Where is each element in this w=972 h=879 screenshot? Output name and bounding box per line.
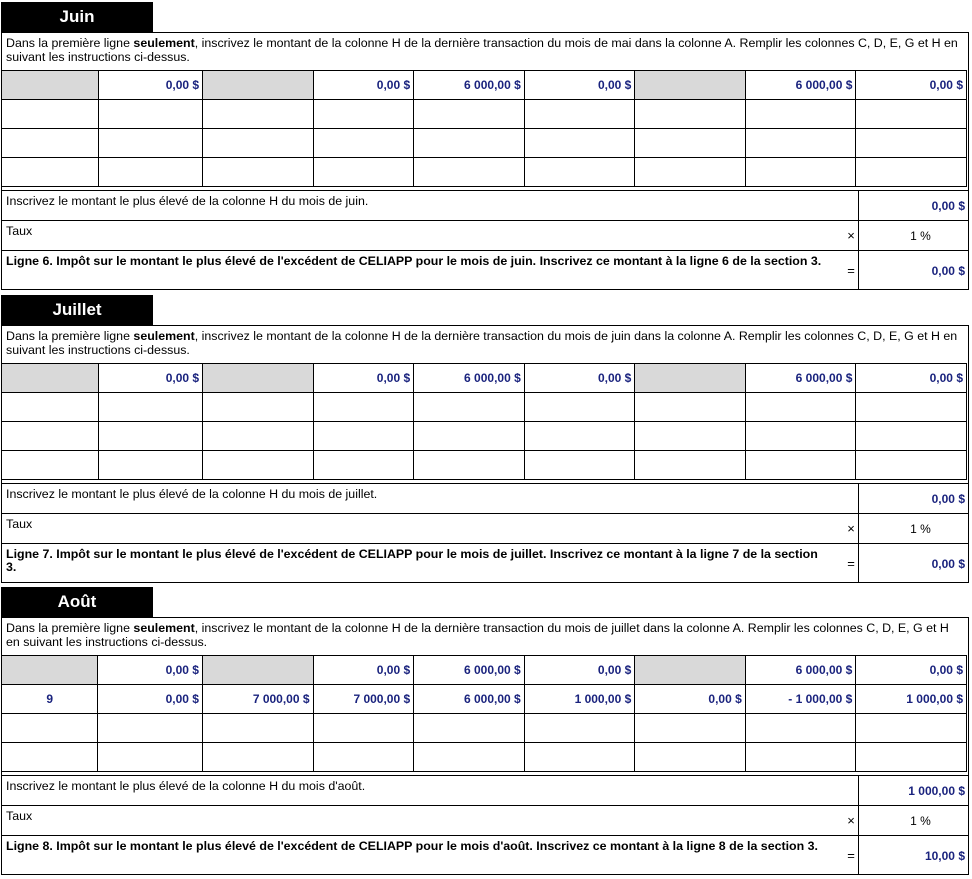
table-cell-col-3: [202, 656, 313, 685]
table-cell-col-1: [2, 656, 98, 685]
table-cell-col-4[interactable]: [313, 129, 414, 158]
table-cell-col-3[interactable]: [203, 393, 313, 422]
table-cell-col-4[interactable]: [313, 158, 414, 187]
table-cell-col-3: [203, 364, 313, 393]
table-cell-col-9[interactable]: [856, 100, 967, 129]
table-cell-col-5[interactable]: [414, 422, 525, 451]
table-cell-col-4[interactable]: [313, 451, 414, 480]
table-cell-col-5[interactable]: [414, 451, 525, 480]
table-cell-col-3[interactable]: [203, 100, 313, 129]
table-cell-col-1[interactable]: [2, 743, 98, 772]
month-title: Juin: [1, 2, 153, 32]
tax-line-field[interactable]: 10,00 $: [858, 836, 968, 875]
table-row: [2, 129, 967, 158]
table-cell-col-7[interactable]: 0,00 $: [635, 685, 745, 714]
table-cell-col-2[interactable]: [98, 393, 203, 422]
highest-amount-field[interactable]: 1 000,00 $: [858, 776, 968, 805]
rate-label: Taux: [6, 517, 33, 531]
table-cell-col-7[interactable]: [635, 714, 745, 743]
table-cell-col-2[interactable]: 0,00 $: [98, 656, 203, 685]
table-cell-col-7[interactable]: [635, 393, 745, 422]
table-cell-col-5[interactable]: [414, 158, 525, 187]
table-cell-col-9[interactable]: [856, 714, 967, 743]
table-cell-col-3[interactable]: 7 000,00 $: [202, 685, 313, 714]
table-cell-col-9[interactable]: [856, 743, 967, 772]
table-cell-col-1[interactable]: [2, 393, 99, 422]
table-cell-col-2[interactable]: [98, 129, 203, 158]
table-cell-col-1[interactable]: [2, 129, 99, 158]
table-cell-col-8[interactable]: [745, 422, 856, 451]
table-cell-col-7: [635, 71, 745, 100]
highest-amount-label: Inscrivez le montant le plus élevé de la colonne H du mois de juillet.: [6, 487, 378, 501]
table-cell-col-5[interactable]: 6 000,00 $: [414, 685, 525, 714]
table-cell-col-2[interactable]: [98, 422, 203, 451]
table-row: [2, 71, 967, 100]
table-cell-col-5[interactable]: [414, 393, 525, 422]
tax-line-row: [2, 250, 968, 290]
table-cell-col-5[interactable]: 6 000,00 $: [414, 364, 525, 393]
table-cell-col-6[interactable]: 1 000,00 $: [524, 685, 635, 714]
table-cell-col-8[interactable]: [745, 743, 856, 772]
table-cell-col-8[interactable]: 6 000,00 $: [745, 656, 856, 685]
table-cell-col-2[interactable]: 0,00 $: [98, 685, 203, 714]
highest-amount-field[interactable]: 0,00 $: [858, 484, 968, 513]
table-cell-col-3[interactable]: [203, 158, 313, 187]
table-cell-col-7[interactable]: [635, 100, 745, 129]
table-cell-col-9[interactable]: [856, 158, 967, 187]
month-title: Juillet: [1, 295, 153, 325]
table-cell-col-5[interactable]: [414, 743, 525, 772]
month-instructions: Dans la première ligne seulement, inscrivez le montant de la colonne H de la dernière transaction du mois de juillet dans la colonne A. Remplir les colonnes C, D, E, G et H en suivant les instructions ci-dessus.: [6, 621, 949, 649]
table-cell-col-2[interactable]: 0,00 $: [98, 71, 203, 100]
transaction-table: [1, 363, 967, 480]
highest-amount-row: [2, 190, 968, 220]
table-cell-col-3[interactable]: [203, 129, 313, 158]
table-cell-col-4[interactable]: 0,00 $: [313, 71, 414, 100]
table-cell-col-8[interactable]: 6 000,00 $: [745, 364, 856, 393]
table-row: [2, 685, 967, 714]
rate-label: Taux: [6, 809, 33, 823]
table-cell-col-1[interactable]: [2, 100, 99, 129]
table-cell-col-4[interactable]: 7 000,00 $: [313, 685, 414, 714]
table-cell-col-5[interactable]: 6 000,00 $: [414, 656, 525, 685]
table-row: [2, 451, 967, 480]
tax-line-label: Ligne 6. Impôt sur le montant le plus élevé de l'excédent de CELIAPP pour le mois de juin. Inscrivez ce montant à la ligne 6 de la section 3.: [6, 254, 822, 268]
table-cell-col-4[interactable]: 0,00 $: [313, 364, 414, 393]
month-box: [1, 617, 969, 875]
table-cell-col-9[interactable]: 0,00 $: [856, 364, 967, 393]
table-cell-col-6[interactable]: 0,00 $: [524, 656, 635, 685]
table-cell-col-4[interactable]: [313, 393, 414, 422]
table-cell-col-6[interactable]: [524, 451, 635, 480]
table-cell-col-4[interactable]: [313, 422, 414, 451]
table-row: [2, 422, 967, 451]
month-box: [1, 32, 969, 290]
table-cell-col-5[interactable]: [414, 100, 525, 129]
table-cell-col-2[interactable]: [98, 158, 203, 187]
month-instructions: Dans la première ligne seulement, inscrivez le montant de la colonne H de la dernière transaction du mois de juin dans la colonne A. Remplir les colonnes C, D, E, G et H en suivant les instructions ci-dessus.: [6, 329, 958, 357]
table-cell-col-1[interactable]: [2, 422, 99, 451]
table-cell-col-5[interactable]: 6 000,00 $: [414, 71, 525, 100]
table-cell-col-4[interactable]: 0,00 $: [313, 656, 414, 685]
table-cell-col-4[interactable]: [313, 714, 414, 743]
table-cell-col-3[interactable]: [203, 451, 313, 480]
table-cell-col-4[interactable]: [313, 100, 414, 129]
table-cell-col-7[interactable]: [635, 743, 745, 772]
table-cell-col-9[interactable]: [856, 129, 967, 158]
table-row: [2, 656, 967, 685]
rate-row: [2, 220, 968, 250]
table-cell-col-8[interactable]: - 1 000,00 $: [745, 685, 856, 714]
month-box: [1, 325, 969, 583]
table-cell-col-6[interactable]: [524, 393, 635, 422]
table-cell-col-6[interactable]: [524, 158, 635, 187]
table-cell-col-7: [635, 656, 745, 685]
table-cell-col-9[interactable]: [856, 451, 967, 480]
table-row: [2, 364, 967, 393]
table-cell-col-5[interactable]: [414, 129, 525, 158]
table-cell-col-9[interactable]: [856, 393, 967, 422]
table-cell-col-1[interactable]: [2, 714, 98, 743]
multiply-sign: ×: [847, 521, 855, 536]
table-cell-col-3: [203, 71, 313, 100]
rate-value: 1 %: [858, 221, 968, 250]
table-cell-col-8[interactable]: [745, 129, 856, 158]
equals-sign: =: [847, 263, 855, 278]
table-cell-col-6[interactable]: 0,00 $: [524, 364, 635, 393]
tax-line-field[interactable]: 0,00 $: [858, 544, 968, 583]
table-cell-col-7[interactable]: [635, 158, 745, 187]
highest-amount-label: Inscrivez le montant le plus élevé de la colonne H du mois de juin.: [6, 194, 369, 208]
table-row: [2, 100, 967, 129]
rate-value: 1 %: [858, 806, 968, 835]
table-row: [2, 393, 967, 422]
table-cell-col-6[interactable]: [524, 129, 635, 158]
highest-amount-label: Inscrivez le montant le plus élevé de la colonne H du mois d'août.: [6, 779, 366, 793]
table-cell-col-3[interactable]: [203, 422, 313, 451]
tax-line-field[interactable]: 0,00 $: [858, 251, 968, 290]
tax-line-label: Ligne 7. Impôt sur le montant le plus élevé de l'excédent de CELIAPP pour le mois de juillet. Inscrivez ce montant à la ligne 7 de la section 3.: [6, 547, 818, 574]
table-cell-col-7[interactable]: [635, 451, 745, 480]
table-cell-col-8[interactable]: [745, 714, 856, 743]
table-cell-col-8[interactable]: [745, 158, 856, 187]
table-cell-col-8[interactable]: [745, 393, 856, 422]
table-cell-col-6[interactable]: 0,00 $: [524, 71, 635, 100]
month-instructions: Dans la première ligne seulement, inscrivez le montant de la colonne H de la dernière transaction du mois de mai dans la colonne A. Remplir les colonnes C, D, E, G et H en suivant les instructions ci-dessus.: [6, 36, 958, 64]
highest-amount-row: [2, 775, 968, 805]
tax-line-label: Ligne 8. Impôt sur le montant le plus élevé de l'excédent de CELIAPP pour le mois d'août. Inscrivez ce montant à la ligne 8 de la section 3.: [6, 839, 818, 853]
table-cell-col-2[interactable]: [98, 451, 203, 480]
table-cell-col-6[interactable]: [524, 714, 635, 743]
table-cell-col-9[interactable]: 1 000,00 $: [856, 685, 967, 714]
table-row: [2, 158, 967, 187]
month-title: Août: [1, 587, 153, 617]
table-cell-col-1[interactable]: [2, 451, 99, 480]
table-cell-col-2[interactable]: [98, 743, 203, 772]
table-cell-col-6[interactable]: [524, 422, 635, 451]
highest-amount-field[interactable]: 0,00 $: [858, 191, 968, 220]
table-cell-col-1[interactable]: [2, 158, 99, 187]
rate-value: 1 %: [858, 514, 968, 543]
table-cell-col-2[interactable]: 0,00 $: [98, 364, 203, 393]
table-cell-col-1: [2, 364, 99, 393]
multiply-sign: ×: [847, 228, 855, 243]
multiply-sign: ×: [847, 813, 855, 828]
table-cell-col-2[interactable]: [98, 100, 203, 129]
table-cell-col-3[interactable]: [202, 714, 313, 743]
rate-label: Taux: [6, 224, 33, 238]
table-cell-col-9[interactable]: 0,00 $: [856, 656, 967, 685]
transaction-table: [1, 70, 967, 187]
table-cell-col-5[interactable]: [414, 714, 525, 743]
equals-sign: =: [847, 556, 855, 571]
tax-line-row: [2, 543, 968, 583]
table-cell-col-8[interactable]: 6 000,00 $: [745, 71, 856, 100]
table-cell-col-2[interactable]: [98, 714, 203, 743]
table-cell-col-6[interactable]: [524, 100, 635, 129]
transaction-table: [1, 655, 967, 772]
table-cell-col-7[interactable]: [635, 129, 745, 158]
table-cell-col-6[interactable]: [524, 743, 635, 772]
table-cell-col-1: [2, 71, 99, 100]
table-cell-col-4[interactable]: [313, 743, 414, 772]
tax-line-row: [2, 835, 968, 875]
equals-sign: =: [847, 848, 855, 863]
table-cell-col-1[interactable]: 9: [2, 685, 98, 714]
highest-amount-row: [2, 483, 968, 513]
table-cell-col-8[interactable]: [745, 451, 856, 480]
rate-row: [2, 513, 968, 543]
table-cell-col-3[interactable]: [202, 743, 313, 772]
table-cell-col-9[interactable]: [856, 422, 967, 451]
table-cell-col-7[interactable]: [635, 422, 745, 451]
table-cell-col-9[interactable]: 0,00 $: [856, 71, 967, 100]
table-cell-col-8[interactable]: [745, 100, 856, 129]
rate-row: [2, 805, 968, 835]
table-cell-col-7: [635, 364, 745, 393]
table-row: [2, 714, 967, 743]
table-row: [2, 743, 967, 772]
